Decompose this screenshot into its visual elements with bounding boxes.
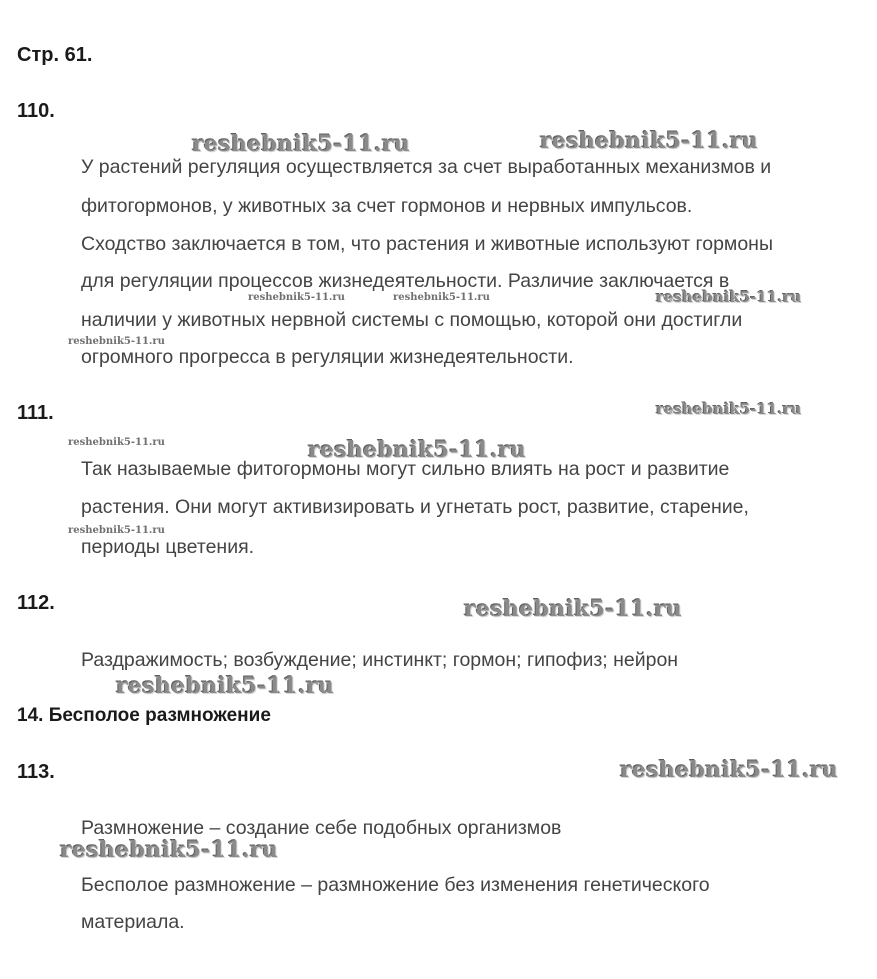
watermark: reshebnik5-11.ru [192,131,411,157]
watermark: reshebnik5-11.ru [393,292,490,303]
answer-110-line-3: Сходство заключается в том, что растения и животные используют гормоны [81,233,773,255]
question-110-number: 110. [17,100,55,122]
answer-111-line-1: Так называемые фитогормоны могут сильно влиять на рост и развитие [81,458,730,480]
watermark: reshebnik5-11.ru [116,673,335,699]
answer-113-line-2: Бесполое размножение – размножение без изменения генетического [81,874,710,896]
answer-112-line-1: Раздражимость; возбуждение; инстинкт; гормон; гипофиз; нейрон [81,649,679,671]
watermark: reshebnik5-11.ru [68,437,165,448]
question-111-number: 111. [17,402,54,424]
answer-110-line-4: для регуляции процессов жизнедеятельности. Различие заключается в [81,270,730,292]
watermark: reshebnik5-11.ru [68,525,165,536]
watermark: reshebnik5-11.ru [308,437,527,463]
answer-110-line-6: огромного прогресса в регуляции жизнедеятельности. [81,346,574,368]
answer-110-line-1: У растений регуляция осуществляется за счет выработанных механизмов и [81,156,772,178]
watermark: reshebnik5-11.ru [68,336,165,347]
watermark: reshebnik5-11.ru [540,128,759,154]
watermark: reshebnik5-11.ru [656,288,802,306]
answer-111-line-3: периоды цветения. [81,536,255,558]
page-ref: Стр. 61. [17,44,93,66]
answer-113-line-1: Размножение – создание себе подобных организмов [81,817,562,839]
watermark: reshebnik5-11.ru [620,757,839,783]
watermark: reshebnik5-11.ru [248,292,345,303]
watermark: reshebnik5-11.ru [656,400,802,418]
question-113-number: 113. [17,761,55,783]
answer-110-line-2: фитогормонов, у животных за счет гормонов и нервных импульсов. [81,195,693,217]
answer-111-line-2: растения. Они могут активизировать и угнетать рост, развитие, старение, [81,496,749,518]
watermark: reshebnik5-11.ru [60,837,279,863]
watermark: reshebnik5-11.ru [464,596,683,622]
answer-110-line-5: наличии у животных нервной системы с помощью, которой они достигли [81,309,743,331]
answer-113-line-3: материала. [81,911,185,933]
chapter-heading: 14. Бесполое размножение [17,705,271,726]
question-112-number: 112. [17,592,55,614]
